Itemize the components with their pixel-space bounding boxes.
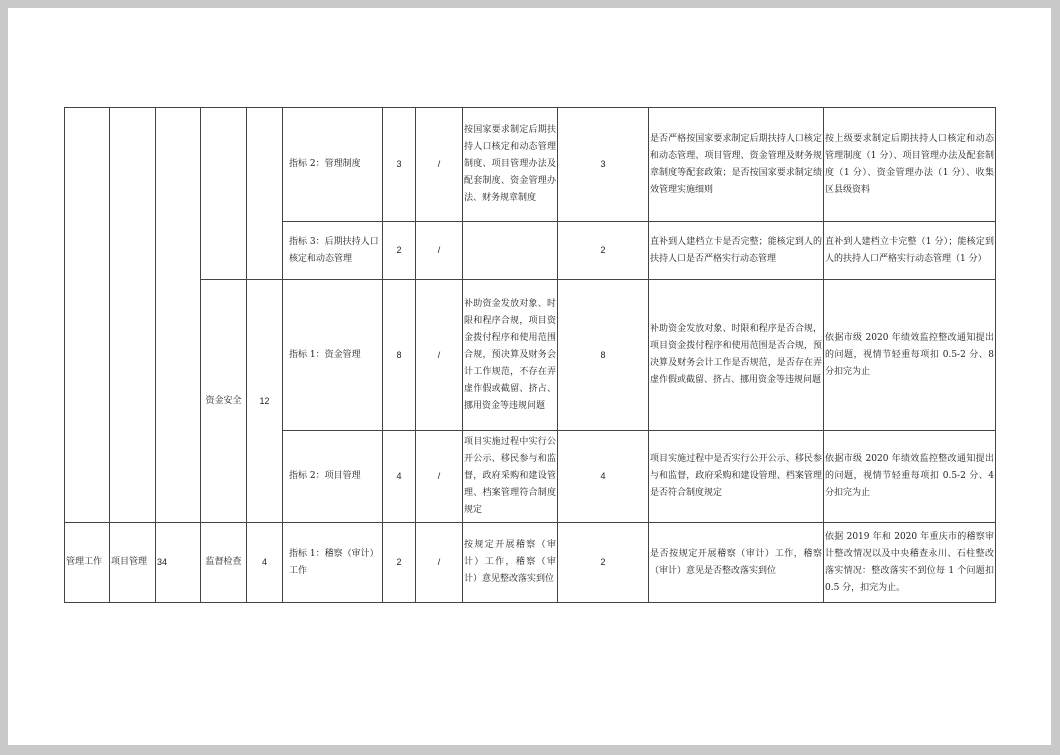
performance-indicator-table — [64, 107, 996, 603]
table-cell — [247, 108, 283, 280]
level1b-cell: 项目管理 — [110, 523, 156, 603]
content-cell: 按规定开展稽察（审计）工作，稽察（审计）意见整改落实到位 — [463, 523, 558, 603]
indicator-cell: 指标 1：资金管理 — [283, 280, 383, 431]
score-cell: 2 — [558, 222, 649, 280]
weight-cell: 4 — [383, 431, 416, 523]
content-cell: 项目实施过程中实行公开公示、移民参与和监督，政府采购和建设管理、档案管理符合制度规定 — [463, 431, 558, 523]
target-cell: / — [416, 431, 463, 523]
table-cell — [65, 108, 110, 523]
table-cell — [110, 108, 156, 523]
target-cell: / — [416, 222, 463, 280]
indicator-cell: 指标 2：管理制度 — [283, 108, 383, 222]
target-cell: / — [416, 108, 463, 222]
document-page — [8, 8, 1051, 745]
basis-cell: 直补到人建档立卡完整（1 分）；能核定到人的扶持人口严格实行动态管理（1 分） — [824, 222, 996, 280]
indicator-cell: 指标 3：后期扶持人口核定和动态管理 — [283, 222, 383, 280]
table-cell — [201, 108, 247, 280]
score-cell: 3 — [558, 108, 649, 222]
score-cell: 4 — [558, 431, 649, 523]
table-row — [65, 523, 996, 603]
weight-cell: 2 — [383, 523, 416, 603]
indicator-cell: 指标 2：项目管理 — [283, 431, 383, 523]
basis-cell: 依据市级 2020 年绩效监控整改通知提出的问题，视情节轻重每项扣 0.5-2 分、4 分扣完为止 — [824, 431, 996, 523]
basis-cell: 按上级要求制定后期扶持人口核定和动态管理制度（1 分）、项目管理办法及配套制度（1 分）、资金管理办法（1 分）、收集区县级资料 — [824, 108, 996, 222]
target-cell: / — [416, 523, 463, 603]
standard-cell: 是否按规定开展稽察（审计）工作，稽察（审计）意见是否整改落实到位 — [649, 523, 824, 603]
level1-weight-cell: 34 — [156, 523, 201, 603]
target-cell: / — [416, 280, 463, 431]
indicator-cell: 指标 1：稽察（审计）工作 — [283, 523, 383, 603]
standard-cell: 项目实施过程中是否实行公开公示、移民参与和监督，政府采购和建设管理、档案管理是否符合制度规定 — [649, 431, 824, 523]
weight-cell: 8 — [383, 280, 416, 431]
content-cell: 补助资金发放对象、时限和程序合规，项目资金拨付程序和使用范围合规，预决算及财务会计工作规范，不存在弄虚作假或截留、挤占、挪用资金等违规问题 — [463, 280, 558, 431]
standard-cell: 是否严格按国家要求制定后期扶持人口核定和动态管理、项目管理、资金管理及财务规章制度等配套政策；是否按国家要求制定绩效管理实施细则 — [649, 108, 824, 222]
standard-cell: 直补到人建档立卡是否完整；能核定到人的扶持人口是否严格实行动态管理 — [649, 222, 824, 280]
basis-cell: 依据市级 2020 年绩效监控整改通知提出的问题，视情节轻重每项扣 0.5-2 分、8 分扣完为止 — [824, 280, 996, 431]
category-weight-cell: 12 — [247, 280, 283, 523]
category-weight-cell: 4 — [247, 523, 283, 603]
table-row — [65, 280, 996, 431]
weight-cell: 3 — [383, 108, 416, 222]
standard-cell: 补助资金发放对象、时限和程序是否合规，项目资金拨付程序和使用范围是否合规，预决算及财务会计工作是否规范，是否存在弄虚作假或截留、挤占、挪用资金等违规问题 — [649, 280, 824, 431]
content-cell — [463, 222, 558, 280]
weight-cell: 2 — [383, 222, 416, 280]
score-cell: 2 — [558, 523, 649, 603]
table-row — [65, 108, 996, 222]
score-cell: 8 — [558, 280, 649, 431]
category-cell: 资金安全 — [201, 280, 247, 523]
level1-cell: 管理工作 — [65, 523, 110, 603]
content-cell: 按国家要求制定后期扶持人口核定和动态管理制度、项目管理办法及配套制度、资金管理办法、财务规章制度 — [463, 108, 558, 222]
category-cell: 监督检查 — [201, 523, 247, 603]
basis-cell: 依据 2019 年和 2020 年重庆市的稽察审计整改情况以及中央稽查永川、石柱整改落实情况：整改落实不到位每 1 个问题扣 0.5 分，扣完为止。 — [824, 523, 996, 603]
table-cell — [156, 108, 201, 523]
